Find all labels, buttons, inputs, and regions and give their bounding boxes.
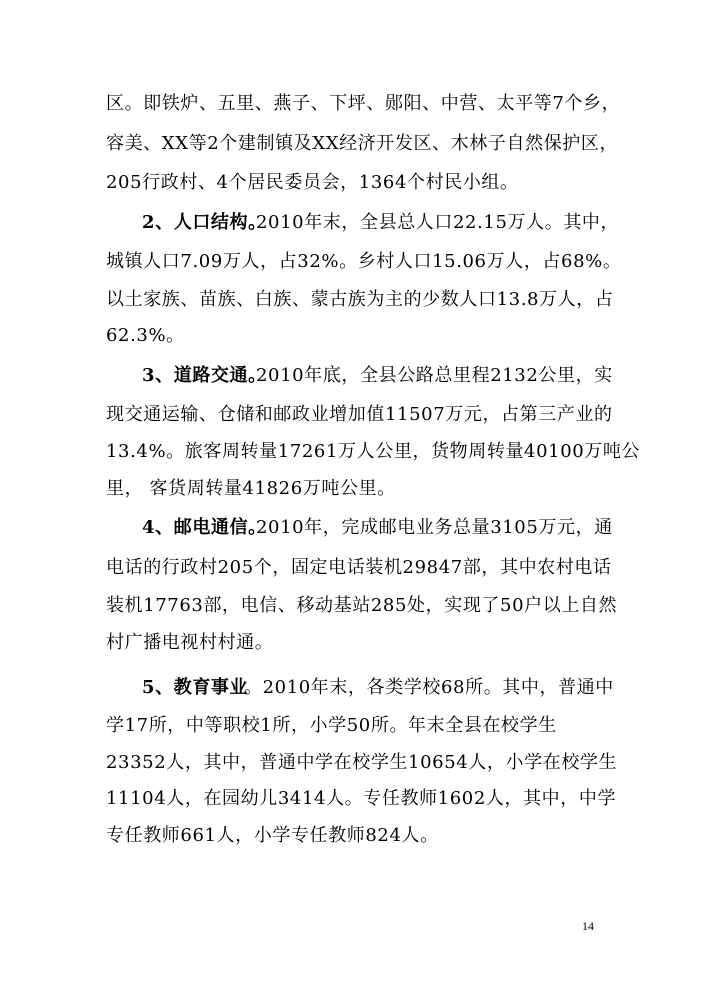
population-line-1: 2010年末，全县总人口22.15万人。其中， <box>256 212 620 233</box>
post-line-1: 2010年，完成邮电业务总量3105万元，通 <box>256 517 613 538</box>
education-heading: 5、教育事业 <box>142 677 249 698</box>
education-line-5: 专任教师661人，小学专任教师824人。 <box>106 825 439 846</box>
post-line-4: 村广播电视村村通。 <box>106 632 274 653</box>
education-line-3: 23352人，其中，普通中学在校学生10654人，小学在校学生 <box>106 752 618 773</box>
intro-line-3: 205行政村、4个居民委员会，1364个村民小组。 <box>106 172 519 193</box>
education-line-4: 11104人，在园幼儿3414人。专任教师1602人，其中，中学 <box>106 788 617 809</box>
intro-line-1: 区。即铁炉、五里、燕子、下坪、郧阳、中营、太平等7个乡， <box>106 93 621 114</box>
transport-heading: 3、道路交通。 <box>142 365 267 386</box>
education-line-1: 。2010年末，各类学校68所。其中，普通中 <box>244 677 614 698</box>
population-line-4: 62.3%。 <box>106 325 185 346</box>
intro-line-2: 容美、XX等2个建制镇及XX经济开发区、木林子自然保护区， <box>106 133 619 154</box>
transport-line-2: 现交通运输、仓储和邮政业增加值11507万元，占第三产业的 <box>106 404 613 425</box>
education-line-2: 学17所，中等职校1所，小学50所。年末全县在校学生 <box>106 715 557 736</box>
transport-line-1: 2010年底，全县公路总里程2132公里，实 <box>256 365 613 386</box>
population-line-2: 城镇人口7.09万人，占32%。乡村人口15.06万人，占68%。 <box>106 251 622 272</box>
post-line-2: 电话的行政村205个，固定电话装机29847部，其中农村电话 <box>106 557 612 578</box>
population-line-3: 以土家族、苗族、白族、蒙古族为主的少数人口13.8万人，占 <box>106 289 614 310</box>
post-line-3: 装机17763部，电信、移动基站285处，实现了50户以上自然 <box>106 595 618 616</box>
page-number: 14 <box>582 919 594 933</box>
population-heading: 2、人口结构。 <box>142 212 267 233</box>
transport-line-4: 里， 客货周转量41826万吨公里。 <box>106 478 396 499</box>
post-heading: 4、邮电通信。 <box>142 517 267 538</box>
transport-line-3: 13.4%。旅客周转量17261万人公里，货物周转量40100万吨公 <box>106 441 641 462</box>
